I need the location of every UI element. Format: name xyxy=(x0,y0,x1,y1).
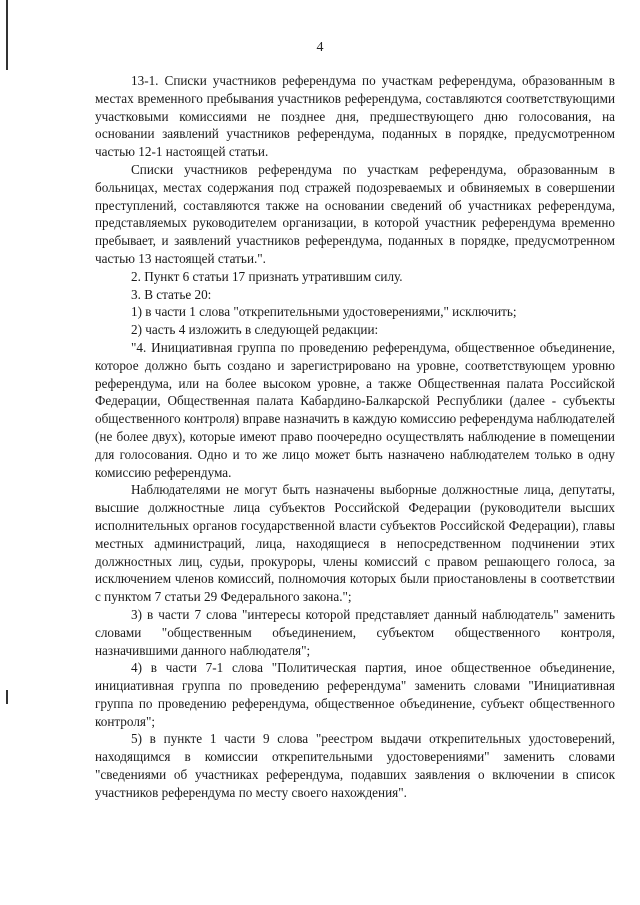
scan-margin-mark-top xyxy=(6,0,8,70)
paragraph-subitem-5: 5) в пункте 1 части 9 слова "реестром выдачи открепительных удостоверений, находящимся в комиссии открепительными удостоверениями" заменить словами "сведениями об участниках референдума, подавших заявления о включении в список участников референдума по месту своего нахождения". xyxy=(95,731,615,800)
paragraph-subitem-2: 2) часть 4 изложить в следующей редакции: xyxy=(131,322,379,338)
paragraph-subitem-1: 1) в части 1 слова "открепительными удостоверениями," исключить; xyxy=(131,304,517,320)
paragraph-observers-restriction: Наблюдателями не могут быть назначены выборные должностные лица, депутаты, высшие должностные лица субъектов Российской Федерации (руководители высших исполнительных органов государственной власти субъектов Российской Федерации), главы местных администраций, лица, находящиеся в непосредственном подчинении этих должностных лиц, судьи, прокуроры, члены комиссий с правом решающего голоса, за исключением членов комиссий, полномочия которых были приостановлены в соответствии с пунктом 7 статьи 29 Федерального закона."; xyxy=(95,482,615,605)
paragraph-item-3: 3. В статье 20: xyxy=(131,286,212,302)
paragraph-subitem-4: 4) в части 7-1 слова "Политическая партия, иное общественное объединение, инициативная группа по проведению референдума" заменить словами "Инициативная группа по проведению референдума, общественное объединение, субъект общественного контроля"; xyxy=(95,660,615,729)
paragraph-part-4: "4. Инициативная группа по проведению референдума, общественное объединение, которое должно быть создано и зарегистрировано на уровне, соответствующем уровню референдума, или на более высоком уровне, а также Общественная палата Российской Федерации, Общественная палата Кабардино-Балкарской Республики (далее - субъекты общественного контроля) вправе назначить в каждую комиссию референдума наблюдателей (не более двух), которые имеют право поочередно осуществлять наблюдение в помещении для голосования. Одно и то же лицо может быть назначено наблюдателем только в одну комиссию референдума. xyxy=(95,339,615,480)
page-number: 4 xyxy=(316,40,324,55)
scan-margin-mark-middle xyxy=(6,690,8,704)
paragraph-item-2: 2. Пункт 6 статьи 17 признать утратившим силу. xyxy=(131,268,403,284)
paragraph-13-1: 13-1. Списки участников референдума по участкам референдума, образованным в местах временного пребывания участников референдума, составляются соответствующими участковыми комиссиями не позднее дня, предшествующего дню голосования, на основании заявлений участников референдума, поданных в порядке, предусмотренном частью 12-1 настоящей статьи. xyxy=(95,73,615,160)
paragraph-hospital-lists: Списки участников референдума по участкам референдума, образованным в больницах, местах содержания под стражей подозреваемых и обвиняемых в совершении преступлений, составляются также на основании сведений об участниках референдума, представляемых руководителем организации, в которой участник референдума временно пребывает, и заявлений участников референдума, поданных в порядке, предусмотренном частью 13 настоящей статьи.". xyxy=(95,161,615,266)
document-body xyxy=(95,72,615,802)
paragraph-subitem-3: 3) в части 7 слова "интересы которой представляет данный наблюдатель" заменить словами "общественным объединением, субъектом общественного контроля, назначившими данного наблюдателя"; xyxy=(95,606,615,658)
